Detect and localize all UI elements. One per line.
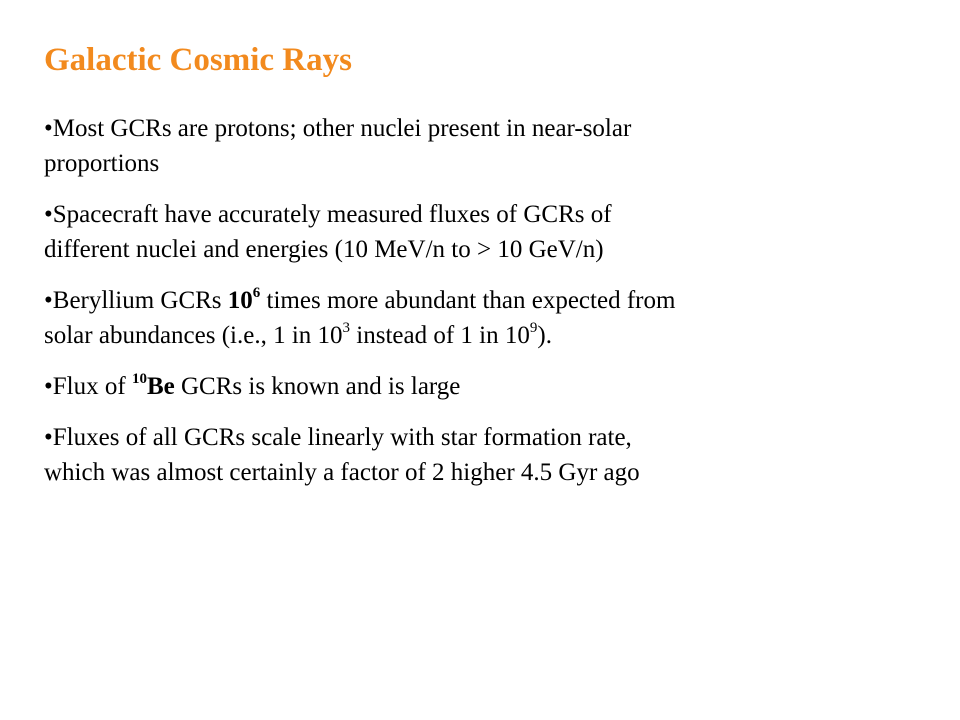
bullet-line (44, 146, 924, 181)
bullet-text: which was almost certainly a factor of 2 higher 4.5 Gyr ago (44, 459, 640, 486)
bullet-text: Flux of (52, 373, 132, 400)
bullet-item-flux-be10 (44, 369, 924, 404)
bullet-text: instead of 1 in 10 (350, 322, 530, 349)
bullet-line (44, 455, 924, 490)
bullet-line (44, 318, 924, 353)
power-base: 10 (227, 287, 253, 314)
bullet-text: Beryllium GCRs (52, 287, 228, 314)
bullet-text: Most GCRs are protons; other nuclei present in near-solar (52, 115, 632, 142)
bullet-text: Fluxes of all GCRs scale linearly with star formation rate, (52, 424, 632, 451)
bullet-line (44, 232, 924, 267)
bullet-text: proportions (44, 150, 160, 177)
bullet-list (44, 111, 924, 506)
bullet-emphasis (228, 287, 261, 314)
bullet-line (44, 420, 924, 455)
bullet-item-protons (44, 111, 924, 181)
bullet-line (44, 197, 924, 232)
bullet-line (44, 369, 924, 404)
bullet-item-star-formation (44, 420, 924, 490)
bullet-item-spacecraft (44, 197, 924, 267)
bullet-marker: • (44, 373, 53, 400)
bullet-text: Spacecraft have accurately measured fluxes of GCRs of (52, 201, 612, 228)
bullet-text: ). (537, 322, 552, 349)
slide-title: Galactic Cosmic Rays (44, 42, 352, 78)
bullet-line (44, 283, 924, 318)
bullet-marker: • (44, 424, 53, 451)
power-exponent: 3 (342, 320, 351, 336)
isotope (132, 373, 175, 400)
bullet-text: different nuclei and energies (10 MeV/n to > 10 GeV/n) (44, 236, 604, 263)
bullet-item-beryllium (44, 283, 924, 353)
bullet-marker: • (44, 115, 53, 142)
bullet-text: solar abundances (i.e., 1 in 10 (44, 322, 343, 349)
bullet-text: times more abundant than expected from (260, 287, 676, 314)
isotope-mass-number: 10 (131, 371, 147, 387)
bullet-marker: • (44, 201, 53, 228)
bullet-text: GCRs is known and is large (174, 373, 461, 400)
isotope-symbol: Be (146, 373, 175, 400)
power-exponent: 6 (252, 285, 261, 301)
bullet-line (44, 111, 924, 146)
power-exponent: 9 (529, 320, 538, 336)
bullet-marker: • (44, 287, 53, 314)
